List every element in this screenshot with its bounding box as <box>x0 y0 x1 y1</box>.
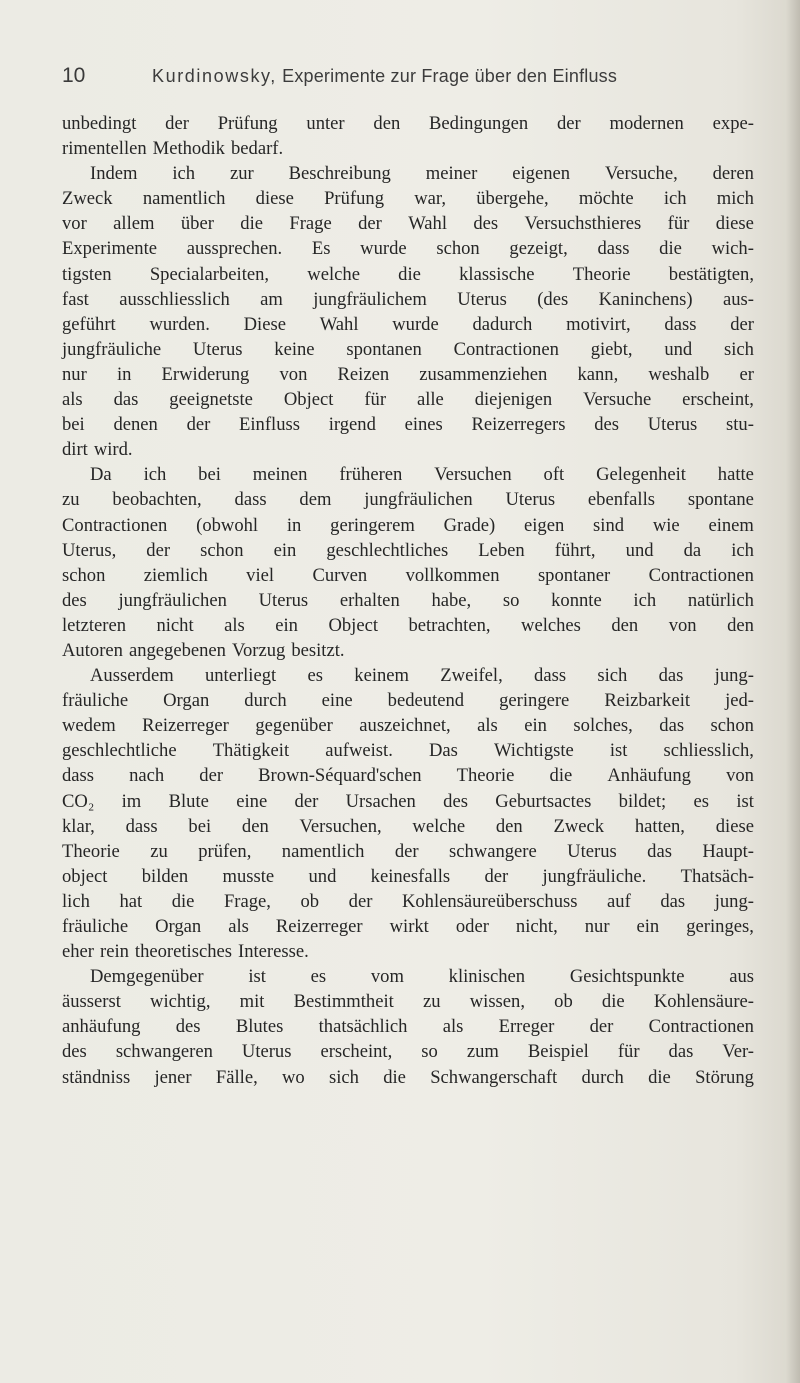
text-line: tigsten Specialarbeiten, welche die klassische Theorie bestätigten, <box>62 263 754 285</box>
text-line: Demgegenüber ist es vom klinischen Gesichtspunkte aus <box>90 966 754 988</box>
text-line: Da ich bei meinen früheren Versuchen oft Gelegenheit hatte <box>90 464 754 486</box>
text-line: des schwangeren Uterus erscheint, so zum Beispiel für das Ver- <box>62 1041 754 1063</box>
text-line: ständniss jener Fälle, wo sich die Schwangerschaft durch die Störung <box>62 1066 754 1088</box>
text-line: fast ausschliesslich am jungfräulichem Uterus (des Kaninchens) aus- <box>62 288 754 310</box>
text-line: fräuliche Organ durch eine bedeutend geringere Reizbarkeit jed- <box>62 690 754 712</box>
running-head <box>152 66 617 87</box>
text-line: wedem Reizerreger gegenüber auszeichnet, als ein solches, das schon <box>62 715 754 737</box>
text-line: eher rein theoretisches Interesse. <box>62 941 309 963</box>
text-line: object bilden musste und keinesfalls der jungfräuliche. Thatsäch- <box>62 865 754 887</box>
paragraph <box>62 161 754 462</box>
text-line: schon ziemlich viel Curven vollkommen spontaner Contractionen <box>62 564 754 586</box>
text-line: dass nach der Brown-Séquard'schen Theorie die Anhäufung von <box>62 765 754 787</box>
text-line: geschlechtliche Thätigkeit aufweist. Das Wichtigste ist schliesslich, <box>62 740 754 762</box>
page-header <box>62 64 742 92</box>
text-line: nur in Erwiderung von Reizen zusammenziehen kann, weshalb er <box>62 363 754 385</box>
text-line: dirt wird. <box>62 439 133 461</box>
text-line: fräuliche Organ als Reizerreger wirkt oder nicht, nur ein geringes, <box>62 916 754 937</box>
running-head-author: Kurdinowsky, <box>152 66 277 86</box>
page-edge-shadow <box>786 0 800 1383</box>
text-line: CO₂ im Blute eine der Ursachen des Geburtsactes bildet; es ist <box>62 790 754 812</box>
text-line: geführt wurden. Diese Wahl wurde dadurch motivirt, dass der <box>62 313 754 335</box>
text-line: Uterus, der schon ein geschlechtliches Leben führt, und da ich <box>62 539 754 561</box>
text-line: lich hat die Frage, ob der Kohlensäureüberschuss auf das jung- <box>62 890 754 912</box>
text-line: als das geeignetste Object für alle diejenigen Versuche erscheint, <box>62 389 754 411</box>
text-line: Contractionen (obwohl in geringerem Grade) eigen sind wie einem <box>62 514 754 536</box>
text-line: Zweck namentlich diese Prüfung war, übergehe, möchte ich mich <box>62 188 754 210</box>
text-line: unbedingt der Prüfung unter den Bedingungen der modernen expe- <box>62 113 754 134</box>
text-line: Indem ich zur Beschreibung meiner eigenen Versuche, deren <box>90 163 754 185</box>
text-line: rimentellen Methodik bedarf. <box>62 138 284 160</box>
text-line: Autoren angegebenen Vorzug besitzt. <box>62 639 345 661</box>
text-line: klar, dass bei den Versuchen, welche den Zweck hatten, diese <box>62 815 754 837</box>
text-line: zu beobachten, dass dem jungfräulichen Uterus ebenfalls spontane <box>62 489 754 511</box>
body-text <box>62 111 754 1090</box>
text-line: letzteren nicht als ein Object betrachten, welches den von den <box>62 614 754 636</box>
page-number: 10 <box>62 64 86 87</box>
text-line: vor allem über die Frage der Wahl des Versuchsthieres für diese <box>62 213 754 235</box>
text-line: Theorie zu prüfen, namentlich der schwangere Uterus das Haupt- <box>62 840 754 862</box>
paragraph <box>62 462 754 663</box>
text-line: äusserst wichtig, mit Bestimmtheit zu wissen, ob die Kohlensäure- <box>62 991 754 1013</box>
text-line: jungfräuliche Uterus keine spontanen Contractionen giebt, und sich <box>62 338 754 360</box>
text-line: des jungfräulichen Uterus erhalten habe, so konnte ich natürlich <box>62 589 754 611</box>
paragraph <box>62 111 754 161</box>
paragraph <box>62 964 754 1089</box>
text-line: anhäufung des Blutes thatsächlich als Erreger der Contractionen <box>62 1016 754 1038</box>
text-line: Ausserdem unterliegt es keinem Zweifel, dass sich das jung- <box>90 665 754 687</box>
paragraph <box>62 663 754 964</box>
text-line: bei denen der Einfluss irgend eines Reizerregers des Uterus stu- <box>62 414 754 436</box>
running-head-title: Experimente zur Frage über den Einfluss <box>282 66 618 86</box>
text-line: Experimente aussprechen. Es wurde schon gezeigt, dass die wich- <box>62 238 754 260</box>
